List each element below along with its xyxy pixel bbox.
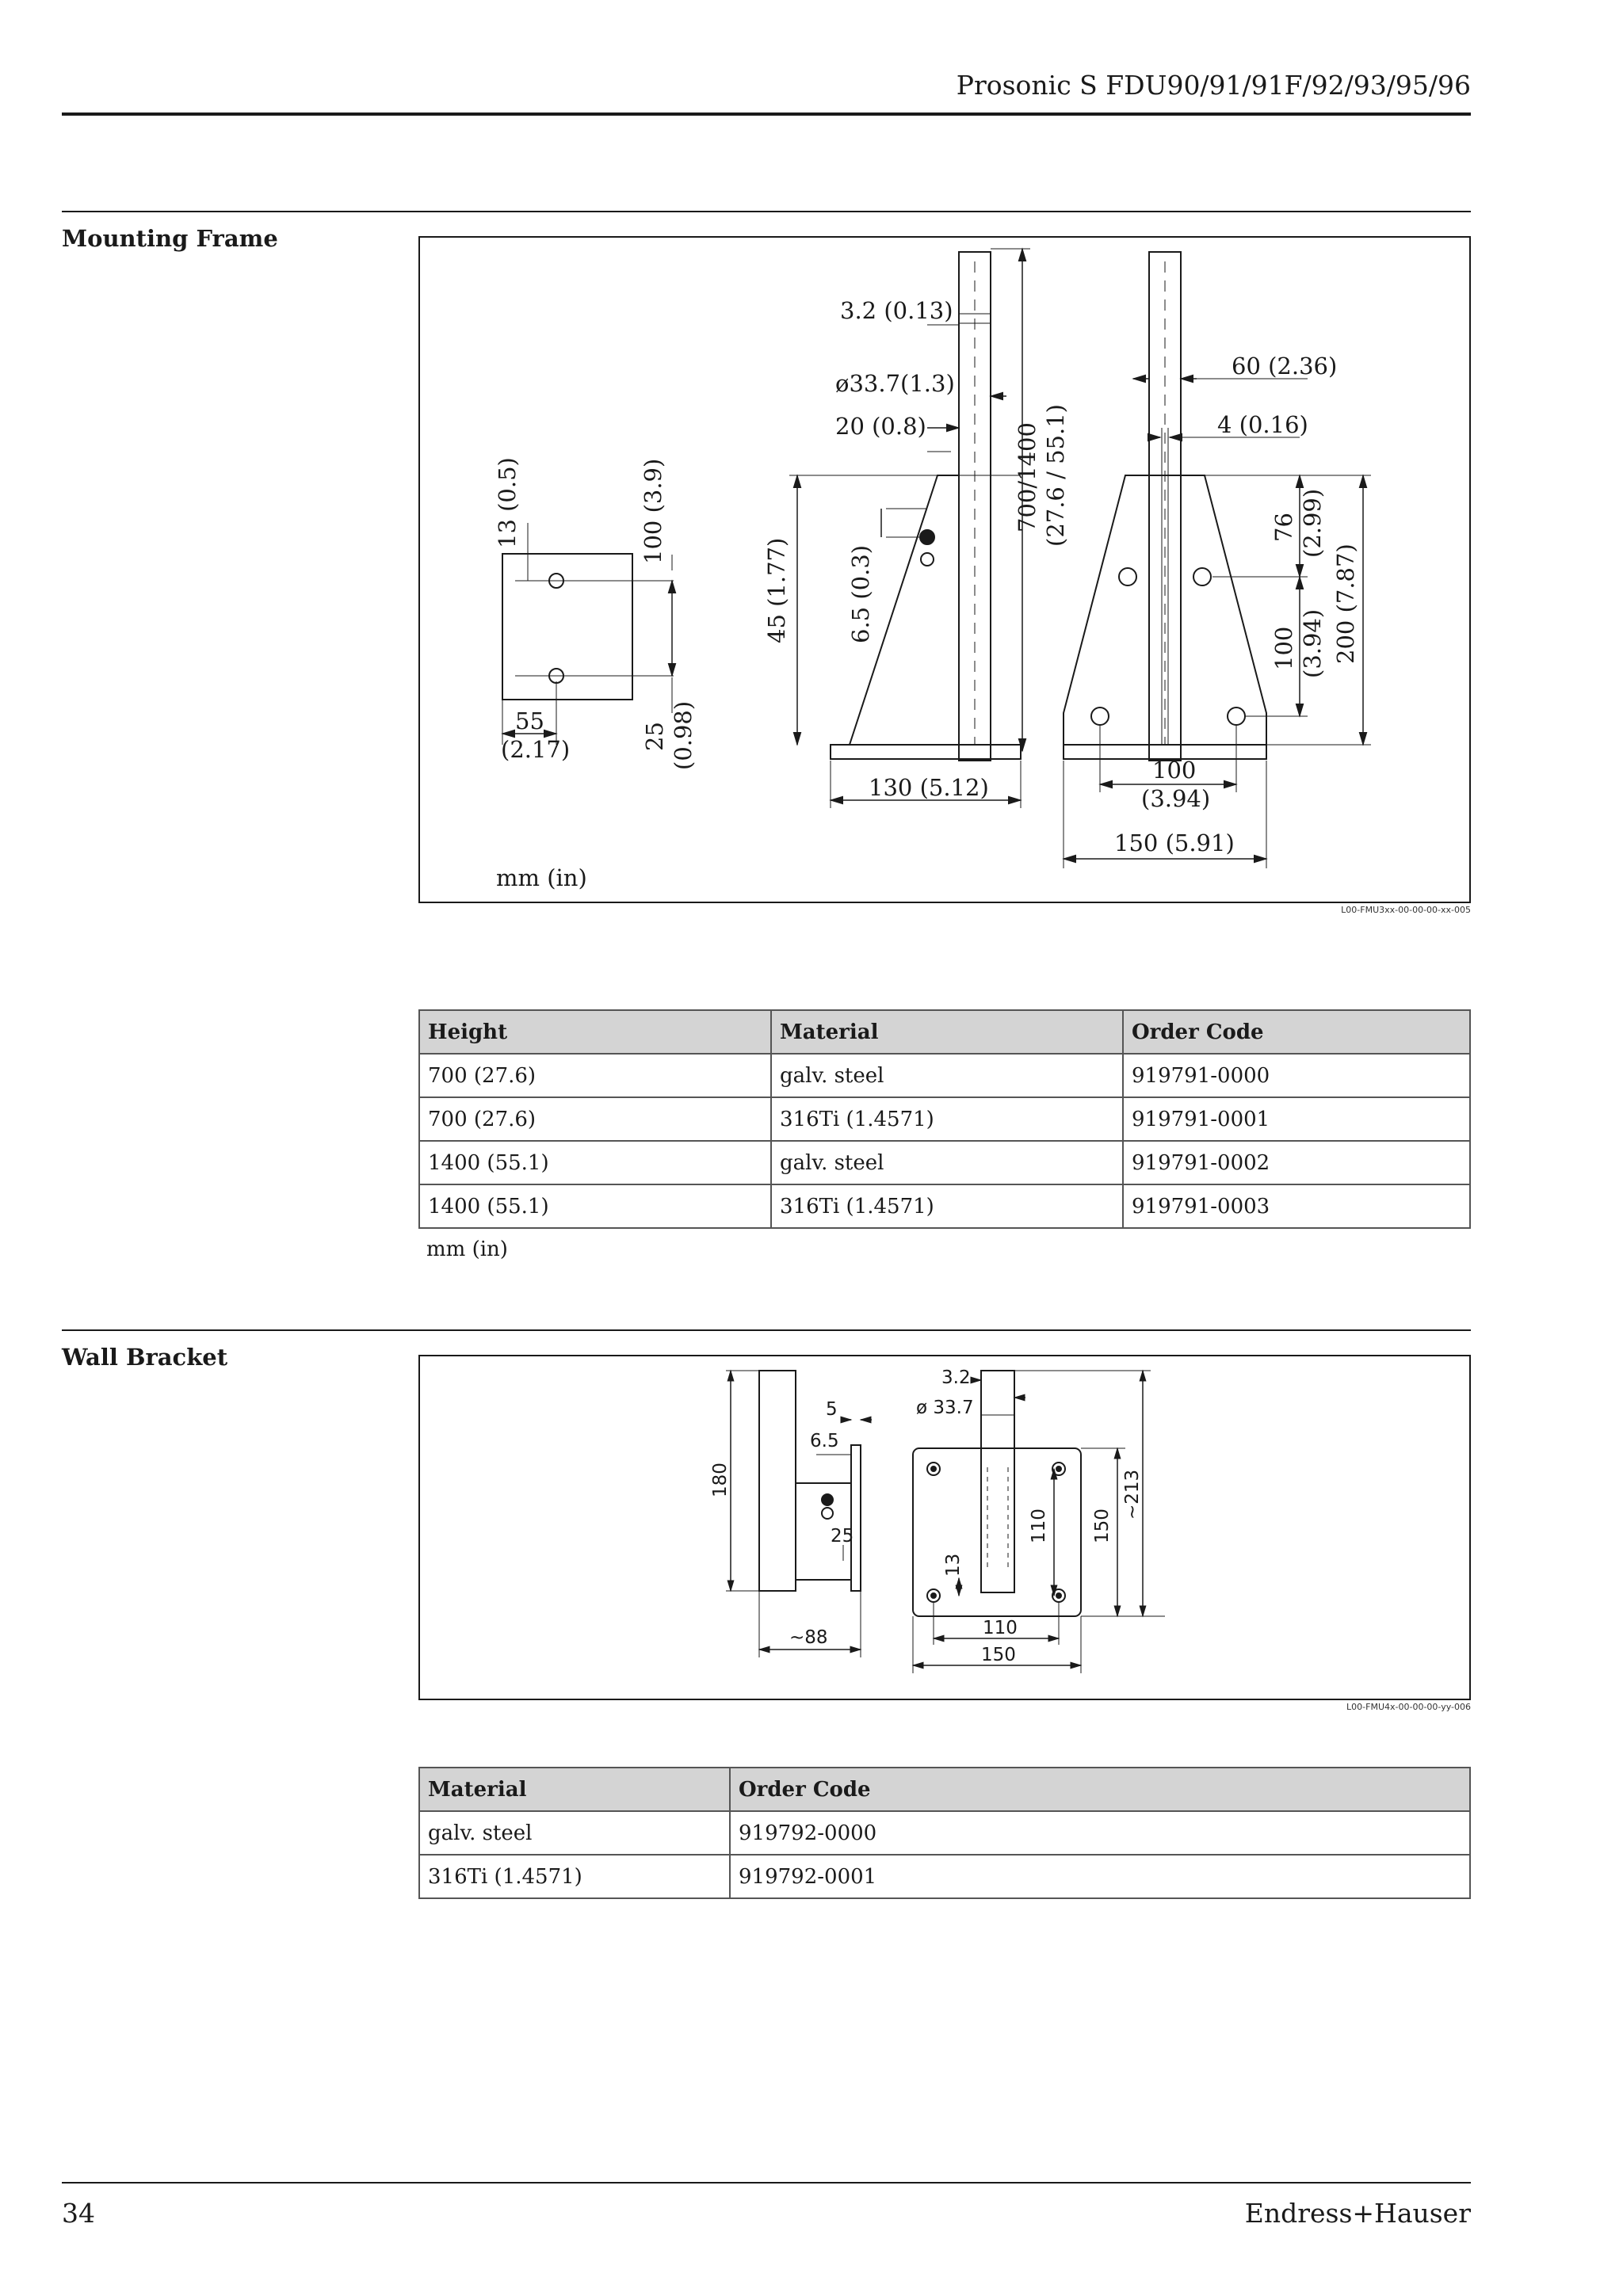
dim-label: 180 xyxy=(710,1463,731,1497)
table-cell: 316Ti (1.4571) xyxy=(419,1855,730,1898)
dim-label: 45 (1.77) xyxy=(763,537,790,643)
wall-bracket-table xyxy=(418,1767,1471,1899)
table-row xyxy=(419,1054,1470,1097)
table-row xyxy=(419,1097,1470,1141)
table-row xyxy=(419,1811,1470,1855)
dim-label: 130 (5.12) xyxy=(869,774,989,801)
wall-plate-side xyxy=(759,1371,796,1591)
plate-outline xyxy=(502,554,632,700)
dim-label: 110 xyxy=(1029,1508,1049,1543)
table-cell: 700 (27.6) xyxy=(419,1054,771,1097)
wall-bracket-svg xyxy=(420,1356,1469,1699)
dim-label: 6.5 (0.3) xyxy=(847,544,874,643)
table-cell: galv. steel xyxy=(771,1141,1123,1184)
dim-label: ~213 xyxy=(1122,1469,1143,1520)
table-row xyxy=(419,1184,1470,1228)
mounting-frame-drawing xyxy=(418,236,1471,903)
dim-label: 100 xyxy=(1152,757,1197,784)
column-header: Material xyxy=(771,1010,1123,1054)
clamp-plate-side xyxy=(851,1445,861,1591)
earth-icon xyxy=(921,553,934,566)
table-cell: 1400 (55.1) xyxy=(419,1184,771,1228)
dim-label: 76 xyxy=(1270,513,1297,542)
table-cell: 316Ti (1.4571) xyxy=(771,1097,1123,1141)
column-header: Order Code xyxy=(730,1768,1470,1811)
dim-label: 3.2 xyxy=(941,1367,971,1388)
header-rule xyxy=(62,113,1471,116)
dim-label: (3.94) xyxy=(1299,608,1326,678)
earth-icon xyxy=(822,1508,833,1519)
hole-icon xyxy=(1119,568,1136,585)
dim-label: 55 xyxy=(515,707,544,734)
dim-label: (0.98) xyxy=(670,700,697,770)
dim-label: 6.5 xyxy=(810,1431,839,1451)
section-title-mounting-frame: Mounting Frame xyxy=(62,225,278,252)
mounting-frame-table xyxy=(418,1009,1471,1229)
dim-label: 100 xyxy=(1270,626,1297,670)
table-cell: galv. steel xyxy=(771,1054,1123,1097)
page-number: 34 xyxy=(62,2198,95,2229)
table-cell: 919792-0001 xyxy=(730,1855,1470,1898)
document-title: Prosonic S FDU90/91/91F/92/93/95/96 xyxy=(956,70,1471,101)
brand-name: Endress+Hauser xyxy=(1244,2198,1471,2229)
dim-label: ø 33.7 xyxy=(916,1398,974,1418)
dim-label: 150 xyxy=(981,1645,1016,1665)
table-row xyxy=(419,1855,1470,1898)
dim-label: 100 (3.9) xyxy=(640,458,666,564)
table-row xyxy=(419,1141,1470,1184)
dim-label: 60 (2.36) xyxy=(1232,353,1338,379)
section-title-wall-bracket: Wall Bracket xyxy=(62,1344,228,1371)
table-header-row xyxy=(419,1768,1470,1811)
dim-label: ~88 xyxy=(789,1627,828,1648)
mounting-frame-svg xyxy=(420,238,1469,902)
table-cell: 919791-0001 xyxy=(1123,1097,1470,1141)
dim-label: 200 (7.87) xyxy=(1332,543,1359,664)
wall-bracket-drawing xyxy=(418,1355,1471,1700)
dim-label: 150 (5.91) xyxy=(1114,830,1235,856)
dim-label: 25 xyxy=(641,722,668,751)
unit-note: mm (in) xyxy=(496,864,587,891)
figure-id: L00-FMU4x-00-00-00-yy-006 xyxy=(1346,1702,1471,1712)
section-rule xyxy=(62,1329,1471,1331)
dim-label: (2.99) xyxy=(1299,488,1326,558)
table-cell: galv. steel xyxy=(419,1811,730,1855)
table-cell: 919791-0002 xyxy=(1123,1141,1470,1184)
column-header: Order Code xyxy=(1123,1010,1470,1054)
dim-label: ø33.7(1.3) xyxy=(835,370,955,397)
dim-label: 150 xyxy=(1092,1508,1113,1543)
dim-label: 13 (0.5) xyxy=(494,457,521,548)
dim-label: 110 xyxy=(983,1618,1018,1638)
dim-label: 3.2 (0.13) xyxy=(840,297,953,324)
hole-icon xyxy=(1228,707,1245,725)
table-cell: 919791-0003 xyxy=(1123,1184,1470,1228)
table-cell: 316Ti (1.4571) xyxy=(771,1184,1123,1228)
dim-label: 25 xyxy=(831,1526,854,1547)
pipe-front xyxy=(981,1371,1014,1592)
section-rule xyxy=(62,211,1471,212)
dim-label: 13 xyxy=(943,1553,964,1577)
footer-rule xyxy=(62,2182,1471,2183)
figure-id: L00-FMU3xx-00-00-00-xx-005 xyxy=(1341,905,1471,915)
dim-label: 20 (0.8) xyxy=(835,413,926,440)
dim-label: (2.17) xyxy=(501,736,571,763)
dim-label: 5 xyxy=(826,1399,838,1420)
base-plate-side xyxy=(831,745,1021,759)
table-cell: 919792-0000 xyxy=(730,1811,1470,1855)
dim-label: (27.6 / 55.1) xyxy=(1042,404,1069,547)
table-header-row xyxy=(419,1010,1470,1054)
column-header: Material xyxy=(419,1768,730,1811)
table-cell: 700 (27.6) xyxy=(419,1097,771,1141)
dim-label: 700/1400 xyxy=(1014,422,1041,532)
fixing-bolt-icon xyxy=(822,1494,833,1505)
hole-icon xyxy=(1193,568,1211,585)
dim-label: 4 (0.16) xyxy=(1217,411,1308,438)
dim-label: (3.94) xyxy=(1141,785,1211,812)
column-header: Height xyxy=(419,1010,771,1054)
table-cell: 1400 (55.1) xyxy=(419,1141,771,1184)
table-unit-note: mm (in) xyxy=(426,1238,508,1261)
hole-icon xyxy=(1091,707,1109,725)
table-cell: 919791-0000 xyxy=(1123,1054,1470,1097)
